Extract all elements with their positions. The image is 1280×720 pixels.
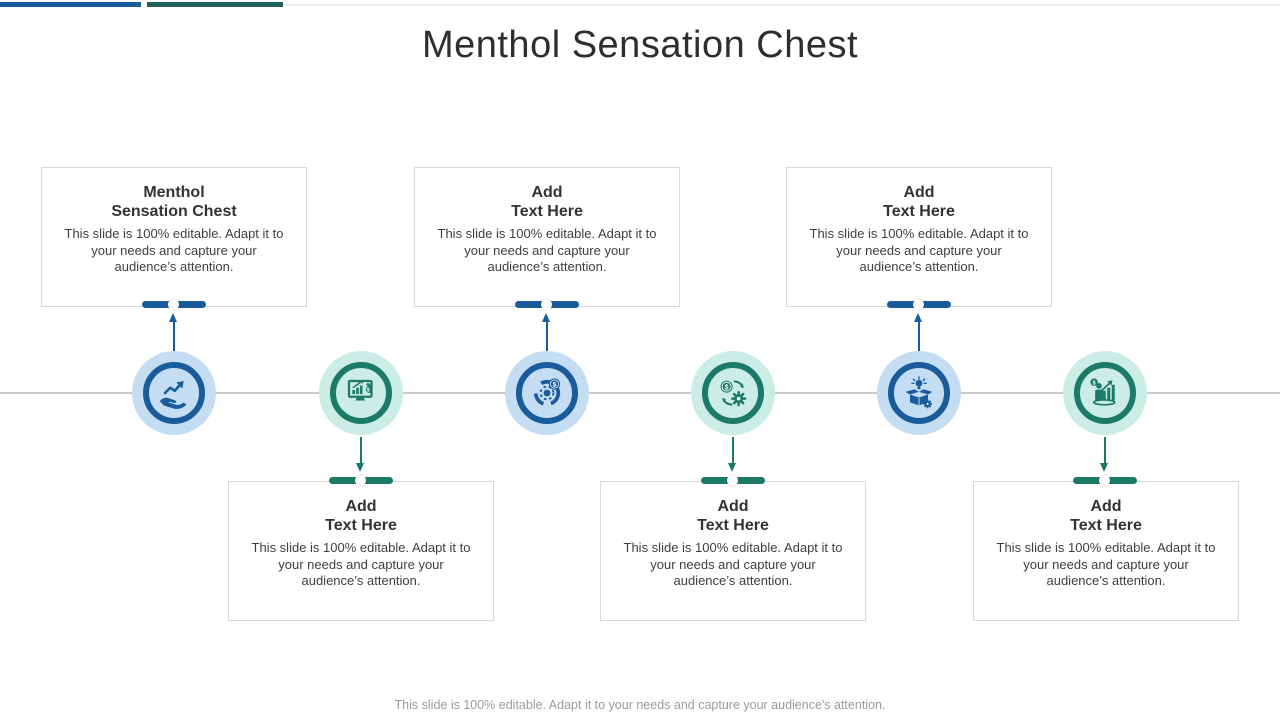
timeline-node-3 <box>505 351 589 435</box>
arrow-down-icon <box>1100 463 1108 472</box>
page-title: Menthol Sensation Chest <box>421 24 859 66</box>
svg-text:$: $ <box>1092 380 1096 387</box>
connector-dot <box>541 299 552 310</box>
box-heading-line1: Menthol <box>143 184 205 201</box>
timeline-node-6 <box>1063 351 1147 435</box>
node-ring <box>702 362 764 424</box>
timeline-node-2 <box>319 351 403 435</box>
idea-box-icon <box>901 375 937 411</box>
box-heading-line1: Add <box>717 498 749 515</box>
connector-dot <box>913 299 924 310</box>
box-heading-line1: Add <box>903 184 935 201</box>
box-heading-line1: Add <box>531 184 563 201</box>
connector-line <box>360 437 362 464</box>
box-body-text: This slide is 100% editable. Adapt it to your needs and capture your audience’s attention. <box>251 540 471 588</box>
box-heading-line1: Add <box>1090 498 1122 515</box>
svg-text:$: $ <box>366 387 370 394</box>
text-box-6 <box>973 481 1239 621</box>
svg-text:$: $ <box>724 383 729 392</box>
svg-text:$: $ <box>552 381 557 389</box>
text-box-3 <box>414 167 680 307</box>
box-heading-line2: Text Here <box>511 203 583 220</box>
connector-dot <box>355 475 366 486</box>
node-ring <box>330 362 392 424</box>
dollar-gauge-icon <box>529 375 565 411</box>
node-ring <box>1074 362 1136 424</box>
text-box-4 <box>600 481 866 621</box>
box-body-text: This slide is 100% editable. Adapt it to your needs and capture your audience’s attention. <box>623 540 843 588</box>
connector-line <box>918 321 920 351</box>
box-heading-line2: Text Here <box>697 517 769 534</box>
arrow-down-icon <box>356 463 364 472</box>
hand-growth-arrow-icon <box>156 375 192 411</box>
box-heading-line2: Text Here <box>325 517 397 534</box>
box-heading-line2: Sensation Chest <box>111 203 237 220</box>
box-heading-line2: Text Here <box>1070 517 1142 534</box>
top-accent-bar-teal <box>147 2 283 7</box>
node-ring <box>516 362 578 424</box>
connector-line <box>732 437 734 464</box>
text-box-5 <box>786 167 1052 307</box>
connector-line <box>546 321 548 351</box>
text-box-2 <box>228 481 494 621</box>
growth-person-chart-icon <box>1087 375 1123 411</box>
timeline-node-1 <box>132 351 216 435</box>
node-ring <box>888 362 950 424</box>
arrow-down-icon <box>728 463 736 472</box>
connector-dot <box>727 475 738 486</box>
box-heading-line2: Text Here <box>883 203 955 220</box>
top-hairline <box>283 4 1280 6</box>
connector-dot <box>168 299 179 310</box>
box-body-text: This slide is 100% editable. Adapt it to your needs and capture your audience’s attention. <box>64 226 284 274</box>
monitor-bar-chart-icon <box>343 375 379 411</box>
connector-line <box>173 321 175 351</box>
connector-dot <box>1099 475 1110 486</box>
node-ring <box>143 362 205 424</box>
text-box-1 <box>41 167 307 307</box>
timeline-node-5 <box>877 351 961 435</box>
top-accent-bar-blue <box>0 2 141 7</box>
box-body-text: This slide is 100% editable. Adapt it to your needs and capture your audience’s attention. <box>809 226 1029 274</box>
box-heading-line1: Add <box>345 498 377 515</box>
box-body-text: This slide is 100% editable. Adapt it to your needs and capture your audience’s attention. <box>437 226 657 274</box>
connector-line <box>1104 437 1106 464</box>
timeline-node-4 <box>691 351 775 435</box>
dollar-gear-exchange-icon <box>715 375 751 411</box>
footer-note: This slide is 100% editable. Adapt it to your needs and capture your audience's attention. <box>394 698 886 712</box>
box-body-text: This slide is 100% editable. Adapt it to your needs and capture your audience’s attention. <box>996 540 1216 588</box>
